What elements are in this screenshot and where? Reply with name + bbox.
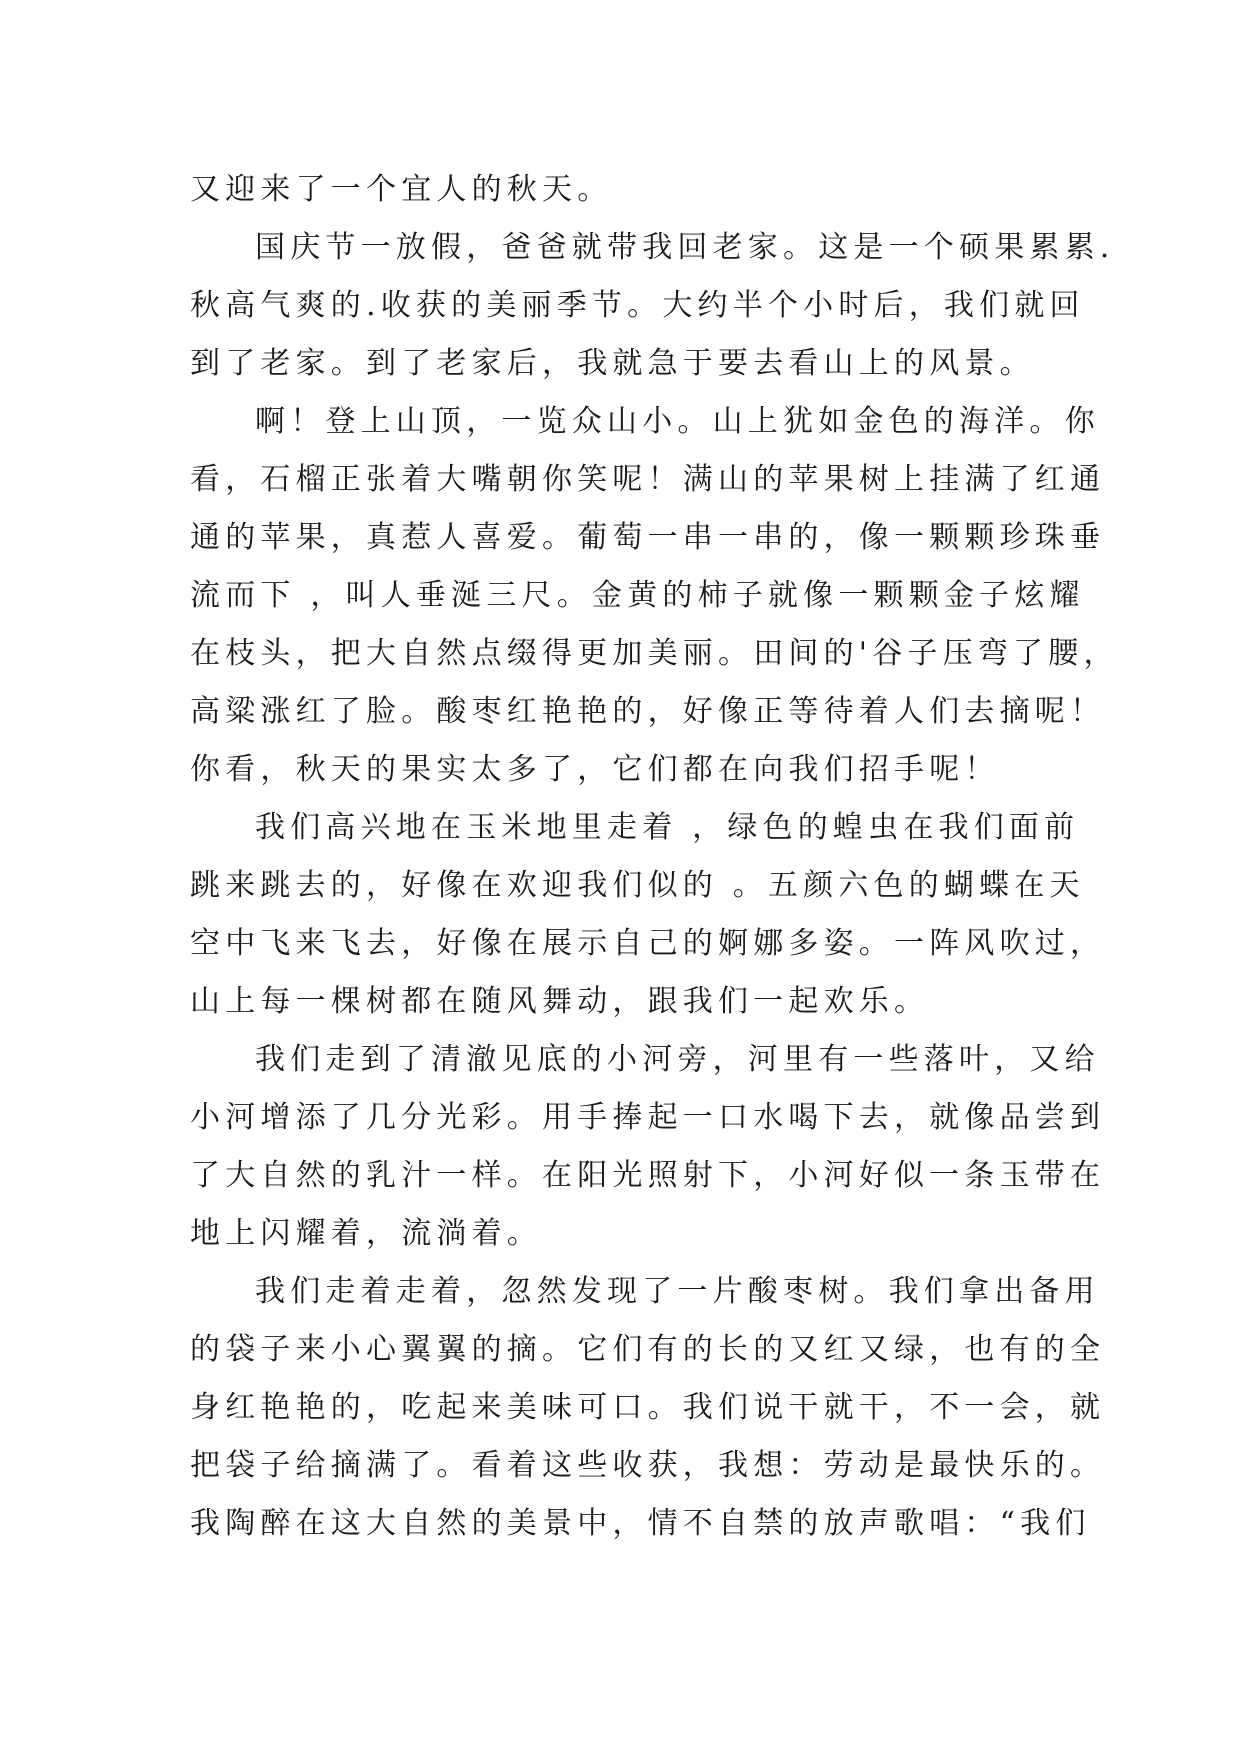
- text-line: 我们走到了清澈见底的小河旁，河里有一些落叶，又给: [255, 1042, 1100, 1077]
- text-line: 国庆节一放假，爸爸就带我回老家。这是一个硕果累累.: [255, 230, 1115, 265]
- text-line: 通的苹果，真惹人喜爱。葡萄一串一串的，像一颗颗珍珠垂: [190, 520, 1106, 555]
- text-line: 流而下 ，叫人垂涎三尺。金黄的柿子就像一颗颗金子炫耀: [190, 578, 1085, 613]
- text-line: 我们走着走着，忽然发现了一片酸枣树。我们拿出备用: [255, 1274, 1100, 1309]
- text-line: 身红艳艳的，吃起来美味可口。我们说干就干，不一会，就: [190, 1390, 1106, 1425]
- text-line: 山上每一棵树都在随风舞动，跟我们一起欢乐。: [190, 984, 930, 1019]
- text-line: 在枝头，把大自然点缀得更加美丽。田间的'谷子压弯了腰，: [190, 636, 1119, 671]
- text-line: 我陶醉在这大自然的美景中，情不自禁的放声歌唱：“我们: [190, 1506, 1091, 1541]
- text-line: 了大自然的乳汁一样。在阳光照射下，小河好似一条玉带在: [190, 1158, 1106, 1193]
- text-line: 你看，秋天的果实太多了，它们都在向我们招手呢！: [190, 752, 1000, 787]
- text-line: 我们高兴地在玉米地里走着 ，绿色的蝗虫在我们面前: [255, 810, 1080, 845]
- text-line: 啊！登上山顶，一览众山小。山上犹如金色的海洋。你: [255, 404, 1100, 439]
- text-line: 秋高气爽的.收获的美丽季节。大约半个小时后，我们就回: [190, 288, 1085, 323]
- text-line: 又迎来了一个宜人的秋天。: [190, 172, 613, 207]
- text-line: 看，石榴正张着大嘴朝你笑呢！满山的苹果树上挂满了红通: [190, 462, 1106, 497]
- text-line: 小河增添了几分光彩。用手捧起一口水喝下去，就像品尝到: [190, 1100, 1106, 1135]
- text-line: 地上闪耀着，流淌着。: [190, 1216, 542, 1251]
- text-line: 跳来跳去的，好像在欢迎我们似的 。五颜六色的蝴蝶在天: [190, 868, 1085, 903]
- text-line: 高粱涨红了脸。酸枣红艳艳的，好像正等待着人们去摘呢！: [190, 694, 1106, 729]
- text-line: 空中飞来飞去，好像在展示自己的婀娜多姿。一阵风吹过，: [190, 926, 1106, 961]
- text-line: 的袋子来小心翼翼的摘。它们有的长的又红又绿，也有的全: [190, 1332, 1106, 1367]
- text-line: 把袋子给摘满了。看着这些收获，我想：劳动是最快乐的。: [190, 1448, 1106, 1483]
- text-line: 到了老家。到了老家后，我就急于要去看山上的风景。: [190, 346, 1035, 381]
